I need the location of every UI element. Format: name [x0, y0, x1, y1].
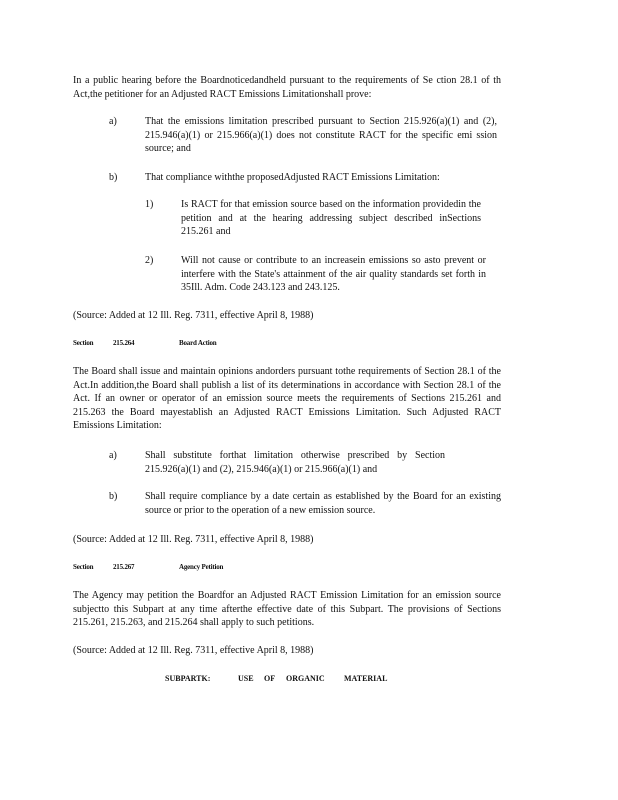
- item-label: a): [109, 116, 117, 127]
- item-text: That the emissions limitation prescribed pursuant to Section 215.926(a)(1) and (2), 215.946(a)(1) or 215.966(a)(1) does not constitute RACT for the specific emi ssion source; and: [145, 116, 497, 155]
- item-label: a): [109, 450, 117, 461]
- item-label: 1): [145, 199, 154, 210]
- intro-paragraph: In a public hearing before the Boardnoticedandheld pursuant to the requirements of Se ction 28.1 of th Act,the petitioner for an Adjusted RACT Emissions Limitationshall prove:: [73, 75, 501, 100]
- section-title: Agency Petition: [179, 563, 224, 571]
- source-note: (Source: Added at 12 Ill. Reg. 7311, effective April 8, 1988): [73, 534, 314, 545]
- item-text: Will not cause or contribute to an increasein emissions so asto prevent or interfere with the State's attainment of the air quality standards set forth in 35Ill. Adm. Code 243.123 and 243.125.: [181, 255, 486, 294]
- source-note: (Source: Added at 12 Ill. Reg. 7311, effective April 8, 1988): [73, 645, 314, 656]
- source-note: (Source: Added at 12 Ill. Reg. 7311, effective April 8, 1988): [73, 310, 314, 321]
- item-label: b): [109, 491, 118, 502]
- section-title: Board Action: [179, 339, 217, 347]
- subpart-word: ORGANIC: [286, 674, 325, 683]
- board-action-paragraph: The Board shall issue and maintain opinions andorders pursuant tothe requirements of Section 28.1 of the Act.In addition,the Board shall publish a list of its determinations in accordance with Section 28.1 of the Act. If an owner or operator of an emission source meets the requirements of Sections 215.261 and 215.263 the Board mayestablish an Adjusted RACT Emissions Limitation. Such Adjusted RACT Emissions Limitation:: [73, 366, 501, 432]
- subpart-label: SUBPARTK:: [165, 674, 211, 683]
- subpart-word: USE: [238, 674, 254, 683]
- item-label: b): [109, 172, 118, 183]
- item-text: Shall require compliance by a date certain as established by the Board for an existing source or prior to the operation of a new emission source.: [145, 491, 501, 516]
- section-word: Section: [73, 563, 94, 571]
- item-text: Is RACT for that emission source based on the information providedin the petition and at the hearing addressing subject described inSections 215.261 and: [181, 199, 481, 238]
- agency-petition-paragraph: The Agency may petition the Boardfor an Adjusted RACT Emission Limitation for an emission source subjectto this Subpart at any time afterthe effective date of this Subpart. The provisions of Sections 215.261, 215.263, and 215.264 shall apply to such petitions.: [73, 590, 501, 629]
- section-number: 215.267: [113, 563, 135, 571]
- section-word: Section: [73, 339, 94, 347]
- item-text: Shall substitute forthat limitation otherwise prescribed by Section 215.926(a)(1) and (2), 215.946(a)(1) or 215.966(a)(1) and: [145, 450, 445, 475]
- section-number: 215.264: [113, 339, 135, 347]
- subpart-word: OF: [264, 674, 276, 683]
- item-label: 2): [145, 255, 154, 266]
- item-text: That compliance withthe proposedAdjusted RACT Emissions Limitation:: [145, 172, 440, 183]
- subpart-word: MATERIAL: [344, 674, 388, 683]
